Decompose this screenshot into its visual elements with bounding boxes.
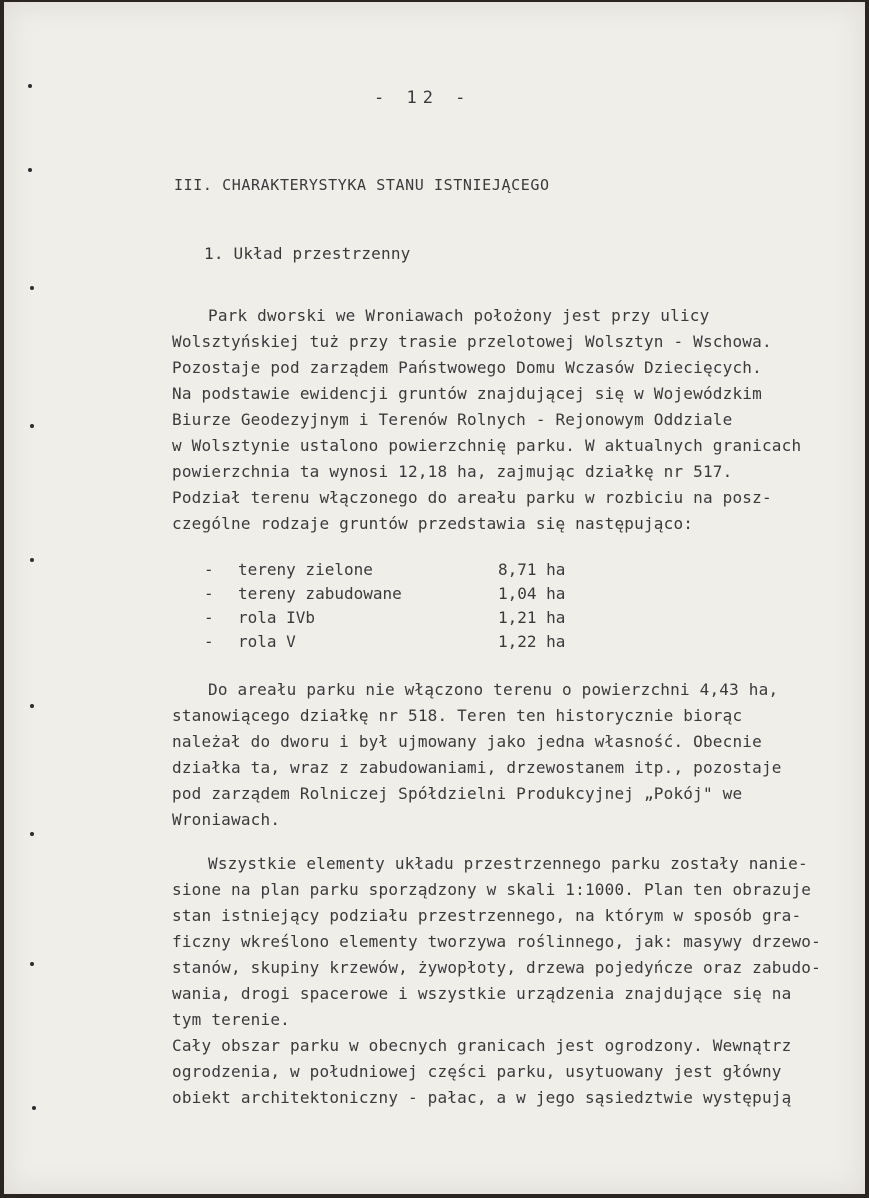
text-line: tym terenie. (172, 1010, 290, 1029)
list-dash: - (204, 608, 214, 627)
text-line: sione na plan parku sporządzony w skali 1:1000. Plan ten obrazuje (172, 880, 812, 899)
land-area: 1,04 ha (498, 584, 566, 603)
margin-mark (30, 832, 34, 836)
document-page (4, 2, 865, 1194)
text-line: obiekt architektoniczny - pałac, a w jego sąsiedztwie występują (172, 1088, 792, 1107)
text-line: Wszystkie elementy układu przestrzennego parku zostały nanie- (208, 854, 808, 873)
land-area: 1,22 ha (498, 632, 566, 651)
margin-mark (30, 286, 34, 290)
text-line: w Wolsztynie ustalono powierzchnię parku. W aktualnych granicach (172, 436, 802, 455)
land-type: tereny zielone (238, 560, 373, 579)
text-line: stan istniejący podziału przestrzennego, na którym w sposób gra- (172, 906, 802, 925)
margin-mark (32, 1106, 36, 1110)
list-dash: - (204, 632, 214, 651)
text-line: pod zarządem Rolniczej Spółdzielni Produkcyjnej „Pokój" we (172, 784, 743, 803)
text-line: ogrodzenia, w południowej części parku, usytuowany jest główny (172, 1062, 782, 1081)
text-line: Do areału parku nie włączono terenu o powierzchni 4,43 ha, (208, 680, 779, 699)
list-dash: - (204, 584, 214, 603)
text-line: czególne rodzaje gruntów przedstawia się następująco: (172, 514, 694, 533)
margin-mark (30, 558, 34, 562)
text-line: Wroniawach. (172, 810, 281, 829)
text-line: Park dworski we Wroniawach położony jest przy ulicy (208, 306, 710, 325)
text-line: Na podstawie ewidencji gruntów znajdującej się w Wojewódzkim (172, 384, 762, 403)
list-dash: - (204, 560, 214, 579)
text-line: ficzny wkreślono elementy tworzywa roślinnego, jak: masywy drzewo- (172, 932, 821, 951)
text-line: powierzchnia ta wynosi 12,18 ha, zajmując działkę nr 517. (172, 462, 733, 481)
page-number: - 12 - (374, 88, 472, 108)
margin-mark (30, 704, 34, 708)
text-line: stanów, skupiny krzewów, żywopłoty, drzewa pojedyńcze oraz zabudo- (172, 958, 821, 977)
text-line: Pozostaje pod zarządem Państwowego Domu Wczasów Dziecięcych. (172, 358, 762, 377)
text-line: Biurze Geodezyjnym i Terenów Rolnych - Rejonowym Oddziale (172, 410, 733, 429)
text-line: Wolsztyńskiej tuż przy trasie przelotowej Wolsztyn - Wschowa. (172, 332, 772, 351)
land-area: 1,21 ha (498, 608, 566, 627)
subsection-heading: 1. Układ przestrzenny (204, 244, 411, 263)
text-line: Podział terenu włączonego do areału parku w rozbiciu na posz- (172, 488, 772, 507)
land-type: rola V (238, 632, 296, 651)
text-line: Cały obszar parku w obecnych granicach jest ogrodzony. Wewnątrz (172, 1036, 792, 1055)
land-type: rola IVb (238, 608, 316, 627)
land-area: 8,71 ha (498, 560, 566, 579)
land-type: tereny zabudowane (238, 584, 402, 603)
text-line: stanowiącego działkę nr 518. Teren ten historycznie biorąc (172, 706, 743, 725)
margin-mark (28, 84, 32, 88)
margin-mark (30, 424, 34, 428)
margin-mark (30, 962, 34, 966)
text-line: należał do dworu i był ujmowany jako jedna własność. Obecnie (172, 732, 762, 751)
text-line: działka ta, wraz z zabudowaniami, drzewostanem itp., pozostaje (172, 758, 782, 777)
margin-mark (28, 168, 32, 172)
text-line: wania, drogi spacerowe i wszystkie urządzenia znajdujące się na (172, 984, 792, 1003)
section-heading: III. CHARAKTERYSTYKA STANU ISTNIEJĄCEGO (174, 176, 550, 194)
